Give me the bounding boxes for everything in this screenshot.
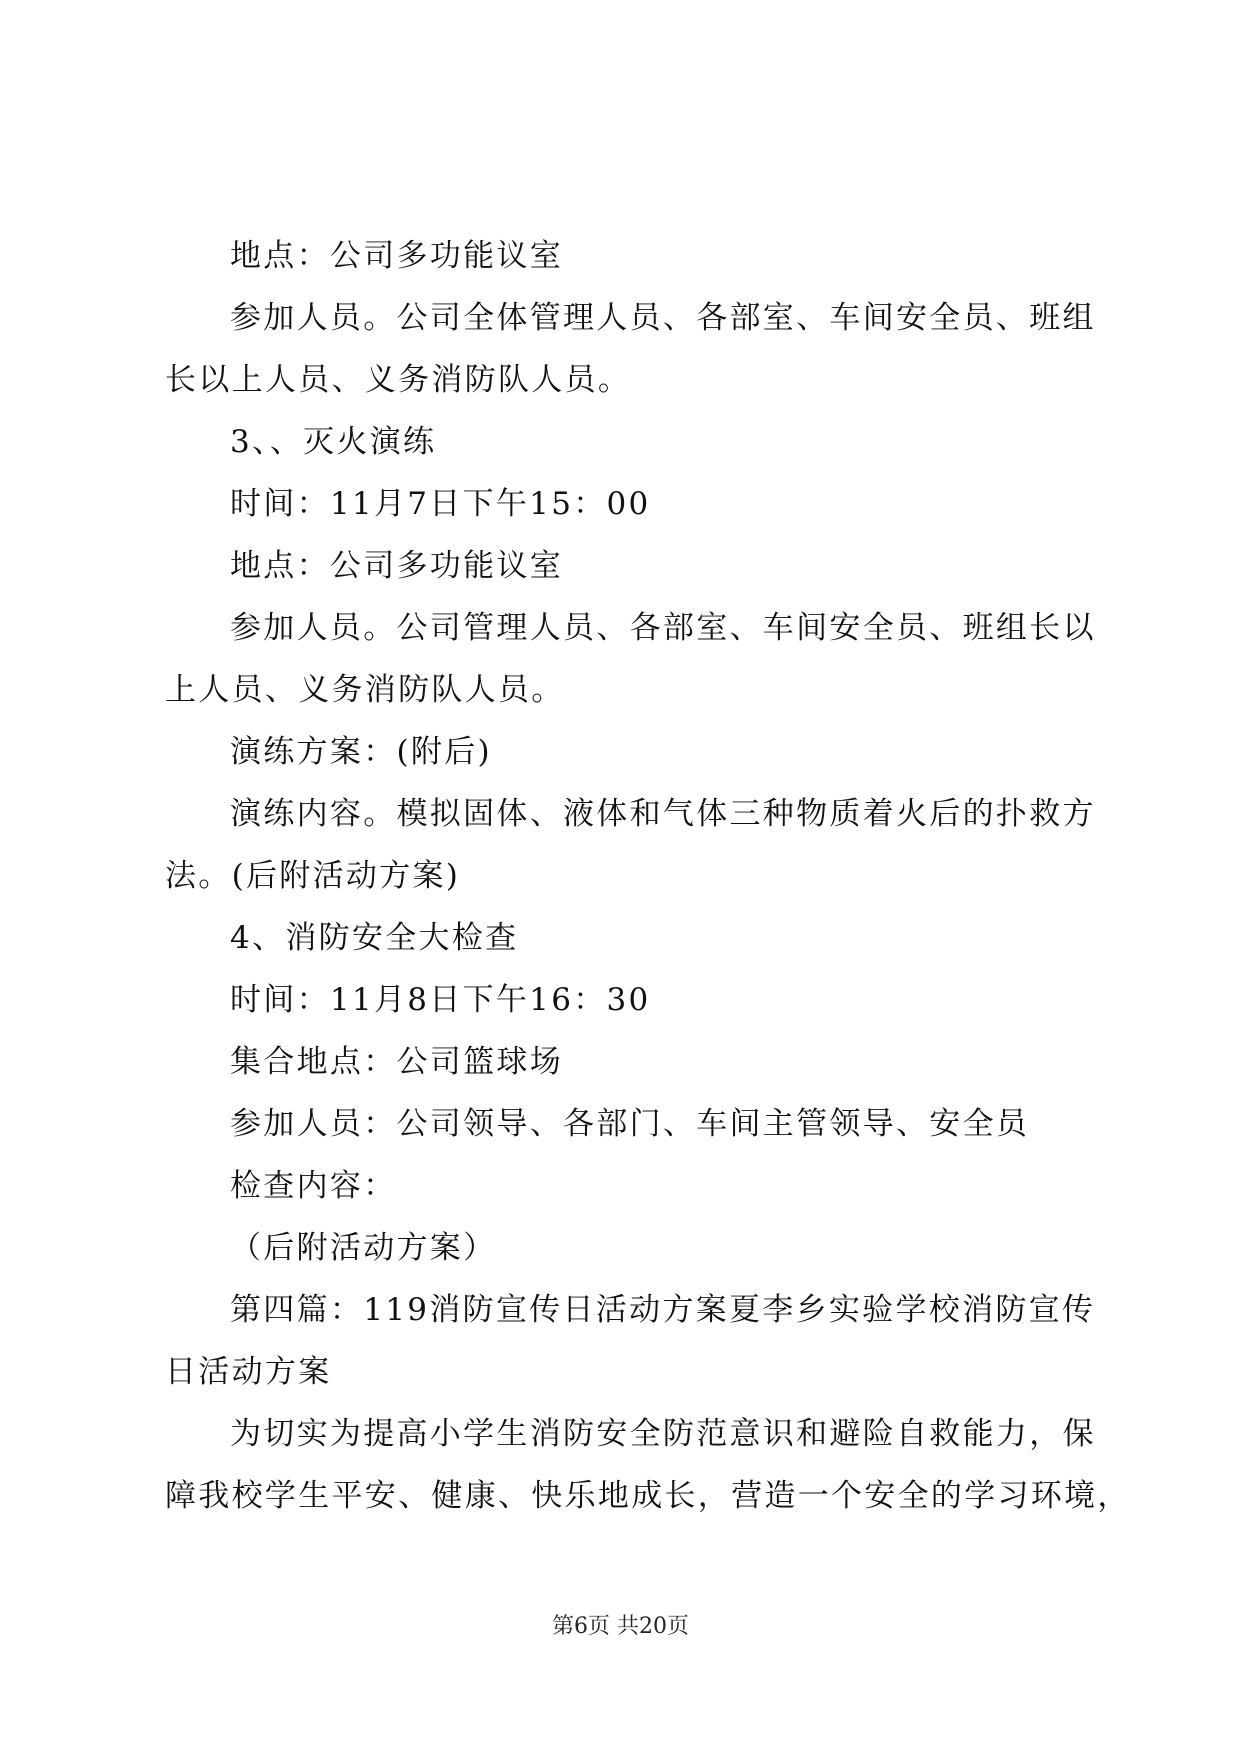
text-line: 障我校学生平安、健康、快乐地成长，营造一个安全的学习环境，	[165, 1478, 1131, 1514]
text-line: 地点：公司多功能议室	[230, 238, 563, 274]
text-line: 第四篇：119消防宣传日活动方案夏李乡实验学校消防宣传	[230, 1292, 1096, 1328]
text-line: 为切实为提高小学生消防安全防范意识和避险自救能力，保	[230, 1416, 1096, 1452]
page-footer: 第6页 共20页	[552, 1614, 689, 1639]
text-line: 法。(后附活动方案)	[165, 858, 461, 894]
text-line: 时间：11月8日下午16：30	[230, 982, 651, 1018]
text-line: 参加人员。公司管理人员、各部室、车间安全员、班组长以	[230, 610, 1096, 646]
text-line: 3、、灭火演练	[230, 424, 437, 460]
text-line: 时间：11月7日下午15：00	[230, 486, 651, 522]
text-line: 集合地点：公司篮球场	[230, 1044, 563, 1080]
text-line: 演练方案：(附后)	[230, 734, 492, 770]
text-line: 演练内容。模拟固体、液体和气体三种物质着火后的扑救方	[230, 796, 1096, 832]
text-line: 上人员、义务消防队人员。	[165, 672, 565, 708]
text-line: （后附活动方案）	[230, 1230, 497, 1266]
text-line: 参加人员。公司全体管理人员、各部室、车间安全员、班组	[230, 300, 1096, 336]
text-line: 地点：公司多功能议室	[230, 548, 563, 584]
text-line: 4、消防安全大检查	[230, 920, 519, 956]
text-line: 日活动方案	[165, 1354, 332, 1390]
text-line: 检查内容：	[230, 1168, 397, 1204]
text-line: 参加人员：公司领导、各部门、车间主管领导、安全员	[230, 1106, 1030, 1142]
text-line: 长以上人员、义务消防队人员。	[165, 362, 632, 398]
